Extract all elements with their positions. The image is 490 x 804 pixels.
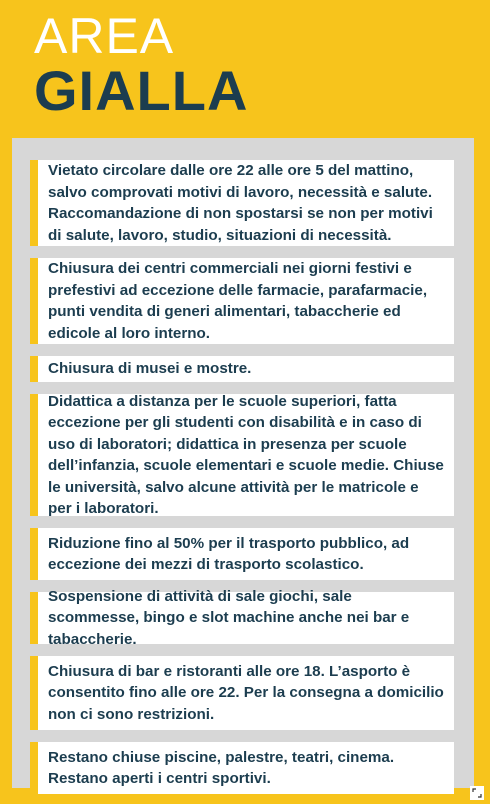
rule-item-schools xyxy=(30,394,454,516)
title-area: AREA xyxy=(34,8,175,64)
rule-item-malls xyxy=(30,258,454,344)
rules-panel xyxy=(12,138,474,788)
rule-text: Chiusura di bar e ristoranti alle ore 18. L’asporto è consentito fino alle ore 22. Per la consegna a domicilio non ci sono restrizioni. xyxy=(48,662,444,723)
rule-text: Chiusura di musei e mostre. xyxy=(48,360,252,378)
rule-item-transport xyxy=(30,528,454,580)
title-gialla: GIALLA xyxy=(34,59,249,122)
expand-icon[interactable] xyxy=(470,786,484,800)
rule-text: Vietato circolare dalle ore 22 alle ore 5 del mattino, salvo comprovati motivi di lavoro, necessità e salute. Raccomandazione di non spostarsi se non per motivi di salute, lavoro, studio, situazioni di necessità. xyxy=(48,162,433,244)
rule-text: Didattica a distanza per le scuole superiori, fatta eccezione per gli studenti con disabilità e in caso di uso di laboratori; didattica in presenza per scuole dell’infanzia, scuole elementari e scuole medie. Chiuse le università, salvo alcune attività per le matricole e per i laboratori. xyxy=(48,392,444,517)
rule-item-curfew xyxy=(30,160,454,246)
rule-item-bars xyxy=(30,656,454,730)
rule-item-museums xyxy=(30,356,454,382)
rule-item-sports xyxy=(30,742,454,794)
rule-text: Sospensione di attività di sale giochi, sale scommesse, bingo e slot machine anche nei bar e tabaccherie. xyxy=(48,587,410,648)
rule-text: Chiusura dei centri commerciali nei giorni festivi e prefestivi ad eccezione delle farmacie, parafarmacie, punti vendita di generi alimentari, tabaccherie ed edicole al loro interno. xyxy=(48,260,428,342)
rule-item-gaming xyxy=(30,587,454,648)
rule-text: Riduzione fino al 50% per il trasporto pubblico, ad eccezione dei mezzi di trasporto scolastico. xyxy=(48,534,410,573)
rule-text: Restano chiuse piscine, palestre, teatri, cinema. Restano aperti i centri sportivi. xyxy=(48,748,395,787)
header xyxy=(34,10,248,120)
